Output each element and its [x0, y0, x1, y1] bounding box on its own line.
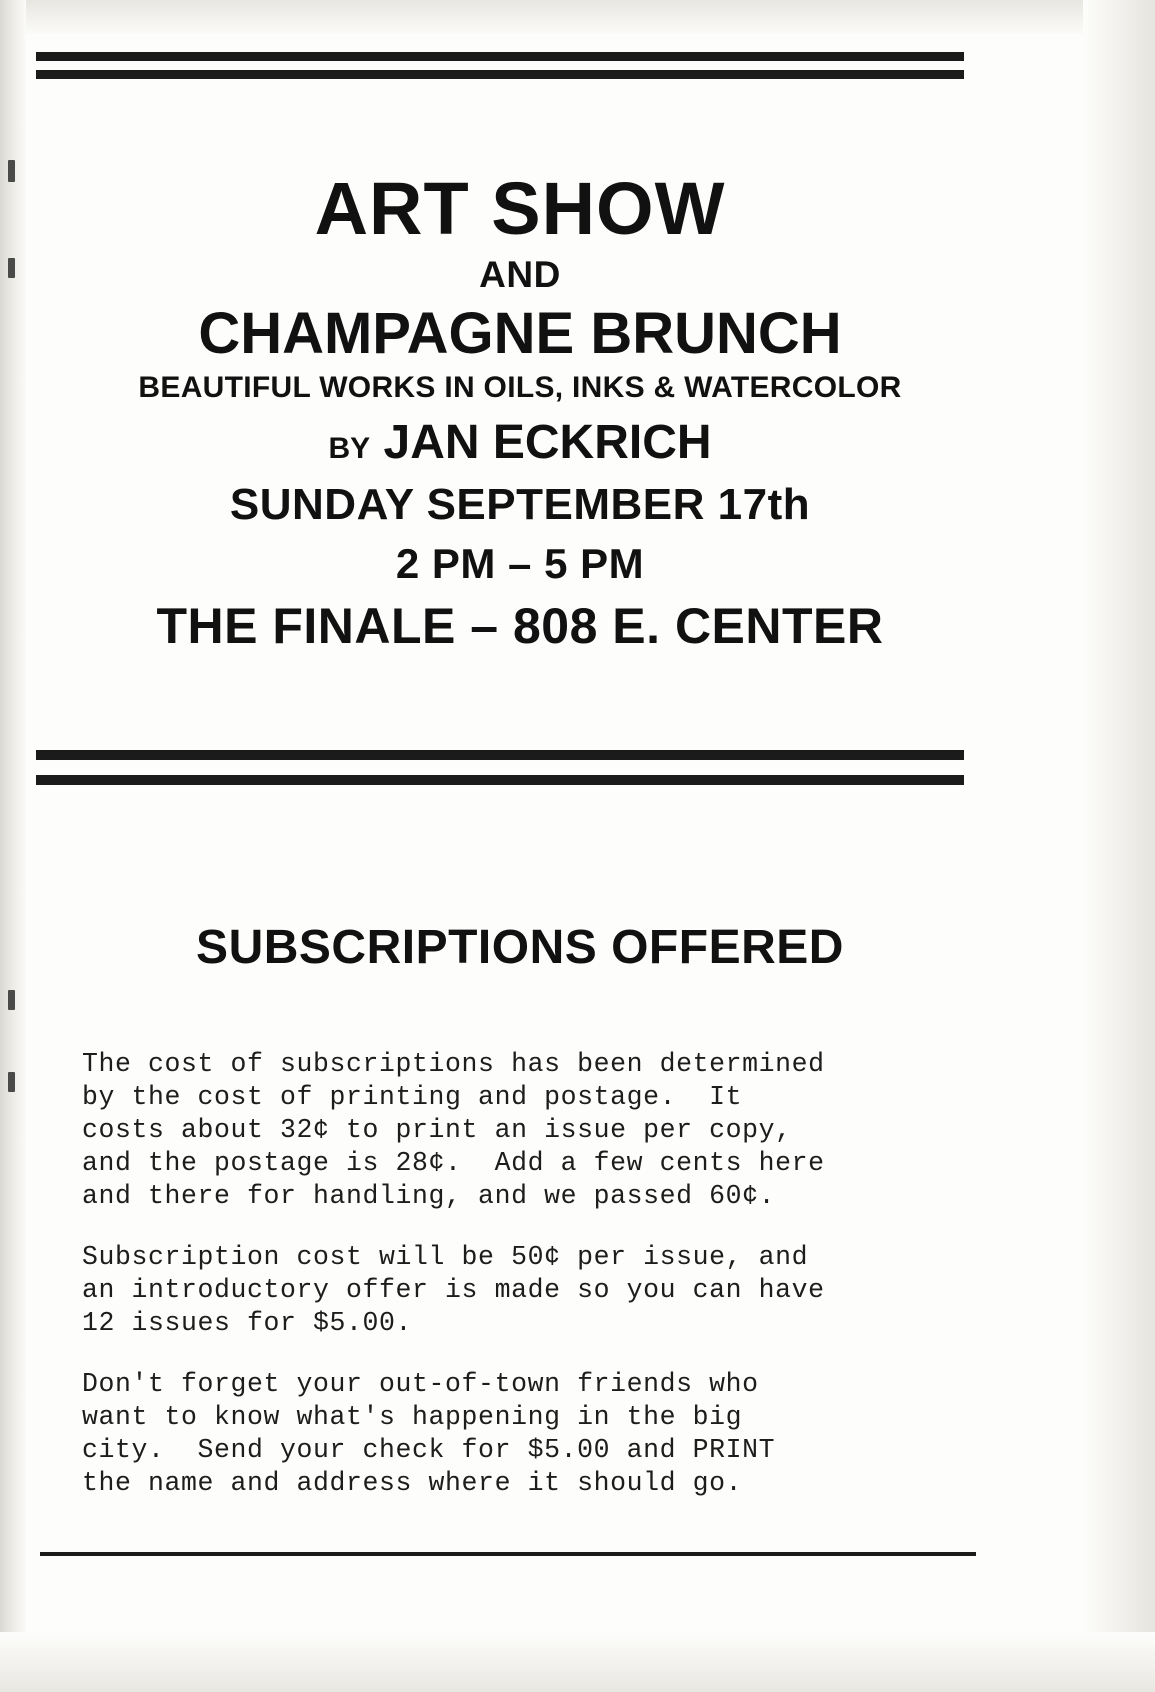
flyer-artist-name: JAN ECKRICH — [383, 416, 712, 469]
flyer-subtitle: CHAMPAGNE BRUNCH — [198, 301, 842, 366]
divider-rule-middle-upper — [36, 750, 964, 760]
art-show-flyer — [0, 167, 1040, 654]
subscriptions-heading: SUBSCRIPTIONS OFFERED — [196, 921, 844, 974]
divider-rule-middle-lower — [36, 775, 964, 785]
divider-rule-bottom — [40, 1552, 976, 1556]
flyer-date: SUNDAY SEPTEMBER 17th — [229, 480, 811, 529]
subscriptions-paragraph: Don't forget your out-of-town friends who want to know what's happening in the big city. Send your check for $5.00 and PRINT the name and address where it should go. — [82, 1369, 776, 1498]
subscriptions-body — [82, 1048, 982, 1500]
flyer-by-label: BY — [328, 432, 371, 465]
divider-rule-top-lower — [36, 70, 964, 79]
flyer-artist-line — [0, 416, 1040, 469]
flyer-description: BEAUTIFUL WORKS IN OILS, INKS & WATERCOLOR — [138, 371, 902, 404]
flyer-time: 2 PM – 5 PM — [395, 540, 645, 587]
flyer-venue: THE FINALE – 808 E. CENTER — [156, 598, 884, 654]
flyer-title: ART SHOW — [314, 167, 726, 250]
flyer-conjunction: AND — [479, 254, 561, 295]
subscriptions-paragraph: Subscription cost will be 50¢ per issue, and an introductory offer is made so you can have 12 issues for $5.00. — [82, 1242, 825, 1338]
subscriptions-paragraph: The cost of subscriptions has been determined by the cost of printing and postage. It costs about 32¢ to print an issue per copy, and the postage is 28¢. Add a few cents here and there for handling, and we passed 60¢. — [82, 1049, 825, 1211]
divider-rule-top-upper — [36, 52, 964, 61]
